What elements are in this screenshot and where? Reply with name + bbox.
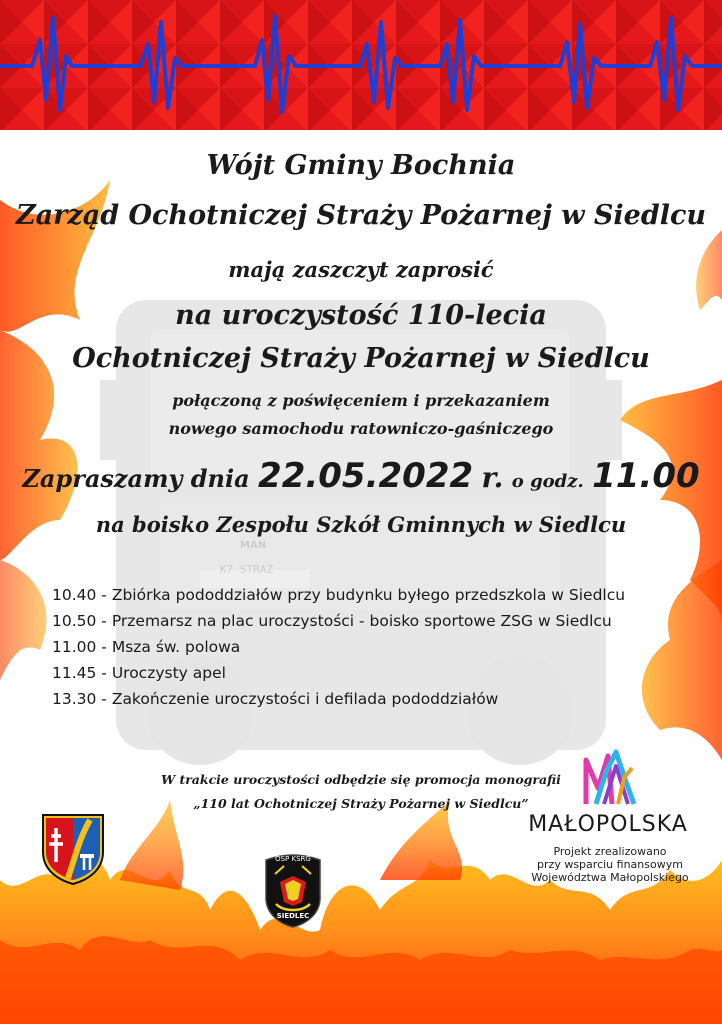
gmina-coat-of-arms-icon <box>40 812 106 886</box>
date-prefix: Zapraszamy dnia <box>22 464 250 493</box>
event-title-line-2: Ochotniczej Straży Pożarnej w Siedlcu <box>72 343 650 374</box>
osp-badge-bottom-text: SIEDLEC <box>276 912 310 920</box>
event-time: 11.00 <box>592 456 700 496</box>
date-time-line <box>0 456 722 496</box>
schedule-item: 10.40 - Zbiórka pododdziałów przy budynku byłego przedszkola w Siedlcu <box>52 586 626 604</box>
event-title-line-1: na uroczystość 110-lecia <box>175 300 547 331</box>
schedule-item: 11.45 - Uroczysty apel <box>52 664 226 682</box>
organizer-line-2: Zarząd Ochotniczej Straży Pożarnej w Siedlcu <box>15 200 707 231</box>
osp-badge-top-text: OSP KSRG <box>275 855 311 863</box>
truck-brand: MAN <box>240 540 267 551</box>
schedule-item: 13.30 - Zakończenie uroczystości i defilada pododdziałów <box>52 690 499 708</box>
date-suffix: r. <box>481 461 504 494</box>
funding-note-line: przy wsparciu finansowym <box>537 858 683 871</box>
event-subtitle-line-2: nowego samochodu ratowniczo-gaśniczego <box>168 419 554 438</box>
truck-plate: K7 STRAZ <box>220 563 273 576</box>
malopolska-wordmark: MAŁOPOLSKA <box>528 812 688 837</box>
schedule-item: 10.50 - Przemarsz na plac uroczystości - boisko sportowe ZSG w Siedlcu <box>52 612 612 630</box>
funding-note-line: Województwa Małopolskiego <box>531 871 689 884</box>
event-subtitle-line-1: połączoną z poświęceniem i przekazaniem <box>172 391 550 410</box>
malopolska-logo-icon <box>582 748 638 806</box>
funding-note <box>510 845 710 884</box>
venue-line: na boisko Zespołu Szkół Gminnych w Siedlcu <box>95 512 627 537</box>
time-prefix: o godz. <box>511 471 584 492</box>
schedule-list <box>52 582 720 712</box>
invite-line: mają zaszczyt zaprosić <box>228 257 494 282</box>
organizer-line-1: Wójt Gminy Bochnia <box>206 150 516 181</box>
event-date: 22.05.2022 <box>258 456 474 496</box>
funding-note-line: Projekt zrealizowano <box>553 845 667 858</box>
schedule-item: 11.00 - Msza św. polowa <box>52 638 241 656</box>
promo-line-1: W trakcie uroczystości odbędzie się promocja monografii <box>161 772 561 787</box>
promo-line-2: „110 lat Ochotniczej Straży Pożarnej w Siedlcu” <box>193 796 529 811</box>
